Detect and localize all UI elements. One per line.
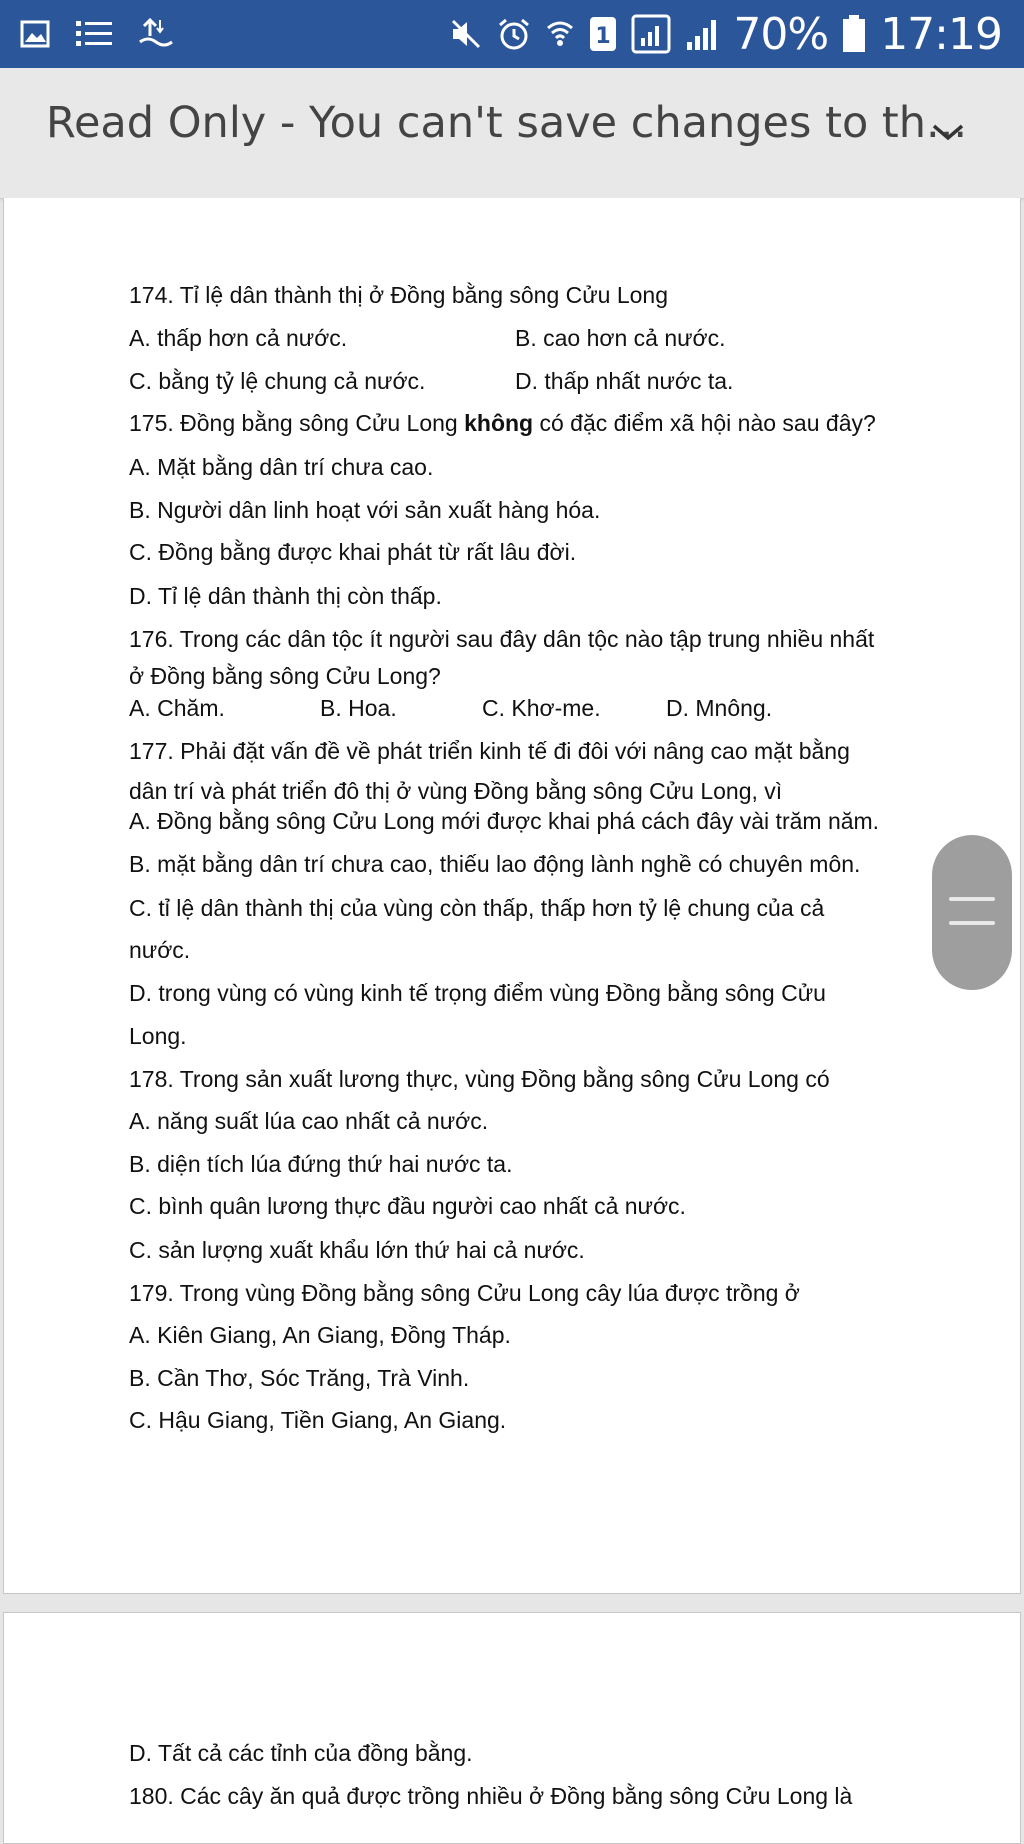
q177-option-a: A. Đồng bằng sông Cửu Long mới được khai phá cách đây vài trăm năm. (129, 808, 880, 834)
question-179: 179. Trong vùng Đồng bằng sông Cửu Long cây lúa được trồng ở (129, 1280, 800, 1306)
document-page-2 (3, 1612, 1021, 1844)
q178-option-b: B. diện tích lúa đứng thứ hai nước ta. (129, 1151, 513, 1177)
question-177-line2: dân trí và phát triển đô thị ở vùng Đồng bằng sông Cửu Long, vì (129, 778, 783, 804)
gallery-icon (20, 20, 50, 48)
q178-option-c: C. bình quân lương thực đầu người cao nhất cả nước. (129, 1193, 686, 1219)
question-177-line1: 177. Phải đặt vấn đề về phát triển kinh tế đi đôi với nâng cao mặt bằng (129, 738, 850, 764)
battery-percent: 70% (733, 8, 829, 60)
read-only-title: Read Only - You can't save changes to th... (46, 98, 968, 148)
q177-option-d-line2: Long. (129, 1023, 187, 1049)
q176-option-a: A. Chăm. (129, 695, 225, 721)
document-page-1 (3, 198, 1021, 1594)
scroll-handle-grip-top (949, 897, 995, 901)
question-175 (129, 410, 876, 437)
list-icon (76, 19, 112, 49)
q179-option-a: A. Kiên Giang, An Giang, Đồng Tháp. (129, 1322, 511, 1348)
q179-option-d: D. Tất cả các tỉnh của đồng bằng. (129, 1740, 473, 1766)
q177-option-c-line1: C. tỉ lệ dân thành thị của vùng còn thấp, thấp hơn tỷ lệ chung của cả (129, 895, 825, 921)
q174-option-a: A. thấp hơn cả nước. (129, 325, 348, 351)
signal-box-icon (631, 14, 671, 54)
q177-option-d-line1: D. trong vùng có vùng kinh tế trọng điểm vùng Đồng bằng sông Cửu (129, 980, 826, 1006)
battery-icon (842, 15, 866, 53)
status-left-icons (20, 14, 174, 54)
sim-badge: 1 (595, 24, 612, 49)
q177-option-b: B. mặt bằng dân trí chưa cao, thiếu lao động lành nghề có chuyên môn. (129, 851, 861, 877)
q177-option-c-line2: nước. (129, 937, 191, 963)
q175-option-a: A. Mặt bằng dân trí chưa cao. (129, 454, 434, 480)
q176-option-d: D. Mnông. (666, 695, 773, 721)
question-174: 174. Tỉ lệ dân thành thị ở Đồng bằng sông Cửu Long (129, 282, 668, 308)
q174-option-d: D. thấp nhất nước ta. (515, 368, 734, 394)
scroll-handle[interactable] (932, 835, 1012, 990)
wifi-icon (545, 16, 575, 52)
clock: 17:19 (880, 8, 1002, 60)
q179-option-c: C. Hậu Giang, Tiền Giang, An Giang. (129, 1407, 507, 1433)
question-180: 180. Các cây ăn quả được trồng nhiều ở Đồng bằng sông Cửu Long là (129, 1783, 853, 1809)
status-right-icons (449, 6, 1002, 62)
question-176-line1: 176. Trong các dân tộc ít người sau đây dân tộc nào tập trung nhiều nhất (129, 626, 875, 652)
q175-option-c: C. Đồng bằng được khai phát từ rất lâu đời. (129, 539, 577, 565)
sim-card-icon (589, 16, 617, 52)
status-bar (0, 0, 1024, 68)
chevron-down-icon[interactable] (928, 120, 968, 144)
q175-text-post: có đặc điểm xã hội nào sau đây? (533, 410, 876, 436)
alarm-icon (497, 17, 531, 51)
scroll-handle-grip-bottom (949, 921, 995, 925)
q178-option-a: A. năng suất lúa cao nhất cả nước. (129, 1108, 489, 1134)
question-178: 178. Trong sản xuất lương thực, vùng Đồng bằng sông Cửu Long có (129, 1066, 830, 1092)
q176-option-c: C. Khơ-me. (482, 695, 601, 721)
signal-icon (685, 16, 719, 52)
q174-option-b: B. cao hơn cả nước. (515, 325, 726, 351)
q176-option-b: B. Hoa. (320, 695, 397, 721)
q175-text-bold: không (464, 410, 534, 436)
q175-option-b: B. Người dân linh hoạt với sản xuất hàng hóa. (129, 497, 601, 523)
q175-option-d: D. Tỉ lệ dân thành thị còn thấp. (129, 583, 442, 609)
usb-transfer-icon (138, 18, 174, 50)
read-only-banner[interactable] (0, 68, 1024, 199)
q175-text-pre: 175. Đồng bằng sông Cửu Long (129, 410, 465, 436)
mute-icon (449, 17, 483, 51)
q179-option-b: B. Cần Thơ, Sóc Trăng, Trà Vinh. (129, 1365, 470, 1391)
question-176-line2: ở Đồng bằng sông Cửu Long? (129, 663, 441, 689)
q174-option-c: C. bằng tỷ lệ chung cả nước. (129, 368, 426, 394)
q178-option-c-second: C. sản lượng xuất khẩu lớn thứ hai cả nước. (129, 1237, 585, 1263)
